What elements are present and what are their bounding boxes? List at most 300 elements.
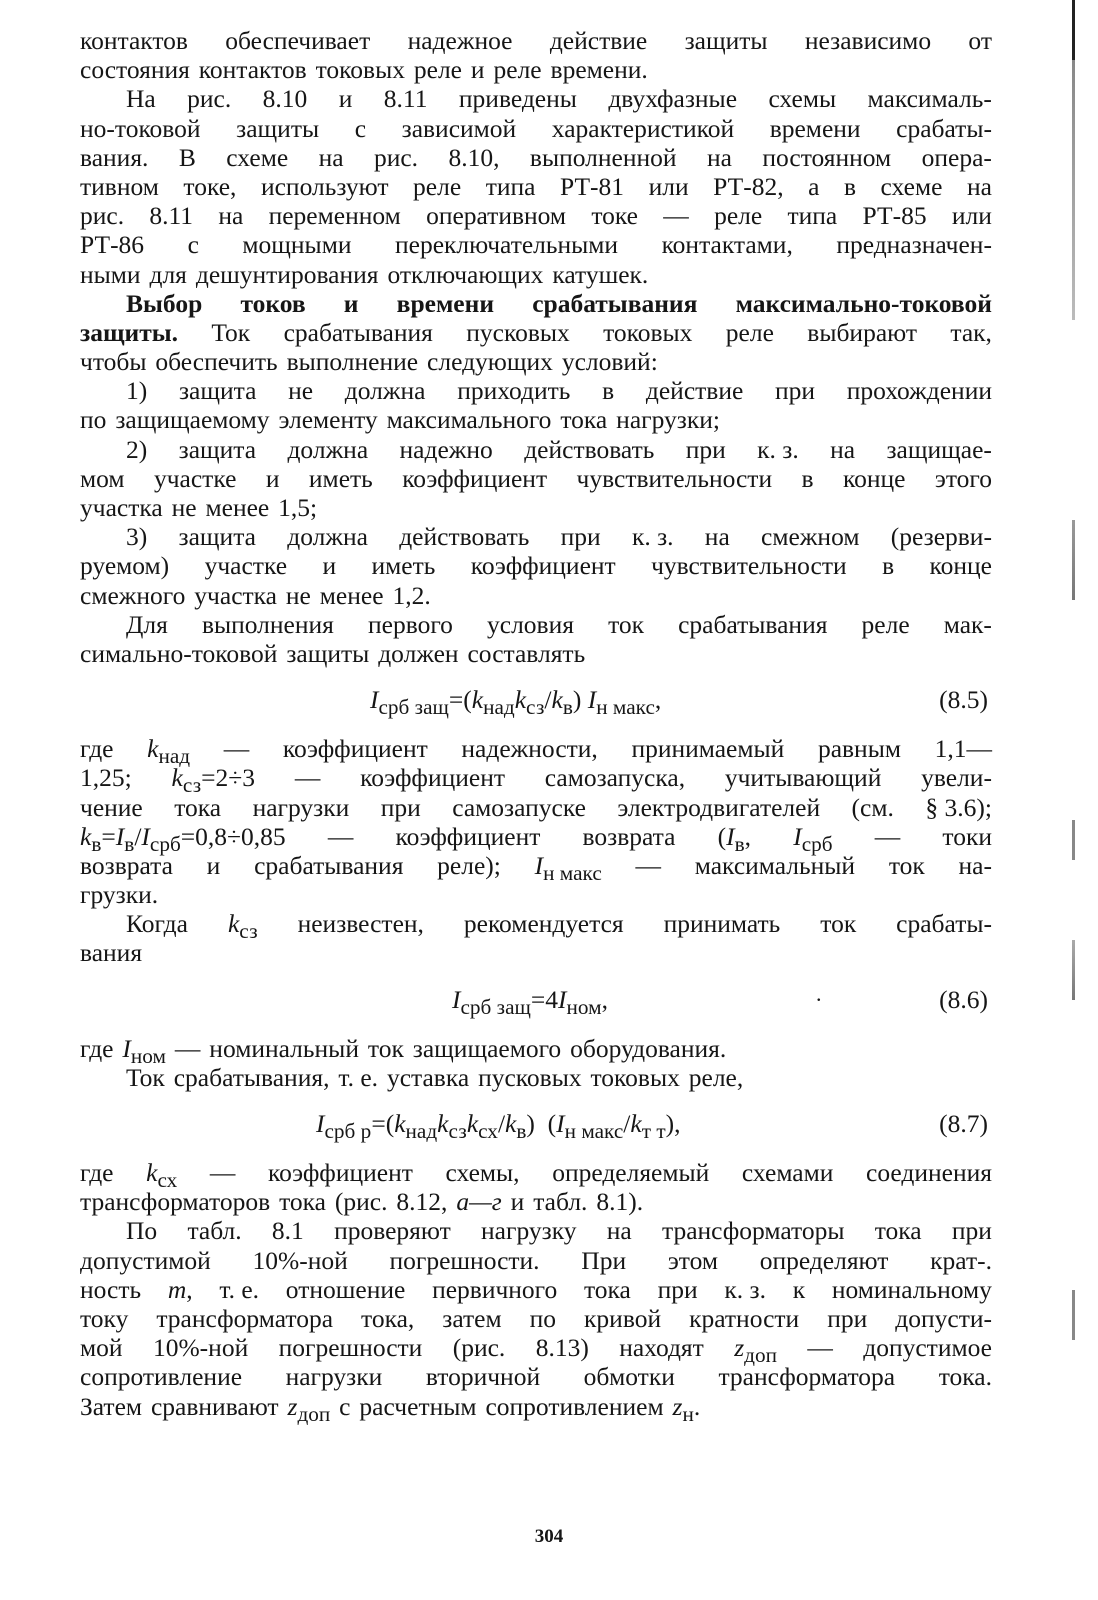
- word: реле);: [437, 850, 501, 880]
- word: мак-: [943, 609, 992, 639]
- word: электродвигателей: [617, 792, 821, 822]
- word: 8.1).: [596, 1187, 644, 1217]
- word: на: [318, 142, 344, 172]
- word: допустимой: [80, 1245, 211, 1275]
- text-line: [80, 1246, 992, 1275]
- word: где: [80, 1158, 114, 1187]
- word: рис.: [187, 84, 232, 114]
- word: чувствительности: [576, 463, 773, 493]
- word: конце: [929, 551, 992, 581]
- word: отключающих: [387, 259, 544, 289]
- word: на: [704, 522, 730, 552]
- equation: [80, 680, 992, 720]
- word: и: [322, 551, 337, 581]
- word: при: [951, 1216, 992, 1246]
- text-line: [80, 1187, 992, 1216]
- word: коэффициент: [282, 734, 428, 764]
- word: мощными: [242, 230, 352, 260]
- word: защита: [178, 434, 257, 464]
- word: не: [171, 493, 197, 522]
- word: 1): [126, 376, 148, 406]
- word: обмотки: [583, 1362, 675, 1392]
- word: типа: [787, 201, 838, 231]
- word: находят: [619, 1333, 704, 1363]
- word: рис.: [373, 142, 419, 172]
- word: ными: [80, 259, 141, 289]
- text-line: [80, 1391, 992, 1426]
- word: опера-: [921, 142, 992, 172]
- word: постоянном: [762, 142, 892, 172]
- word: а: [808, 171, 820, 201]
- word: срабатывания,: [173, 1062, 330, 1092]
- word: схемы: [768, 84, 837, 114]
- equation: [80, 1104, 992, 1144]
- word: используют: [260, 171, 389, 201]
- word: 1,25;: [80, 763, 132, 793]
- word: реле,: [688, 1062, 744, 1092]
- equation: [80, 980, 992, 1020]
- word: реле: [725, 317, 774, 347]
- word: неизвестен,: [297, 909, 424, 939]
- word: защищае-: [886, 434, 992, 464]
- word: табл.: [187, 1216, 242, 1246]
- word: проверяют: [334, 1216, 451, 1246]
- word: должна: [287, 522, 368, 552]
- word: нагрузки: [285, 1362, 383, 1392]
- page-text: [80, 26, 992, 1426]
- text-line: [80, 522, 992, 551]
- word: токовых: [590, 1062, 680, 1092]
- word: выбирают: [807, 317, 918, 347]
- word: $I_{срб}$: [793, 821, 833, 856]
- word: крат-.: [930, 1245, 992, 1275]
- word: $k_{сз}$: [227, 909, 258, 944]
- word: защиты: [286, 638, 370, 668]
- word: от: [968, 26, 992, 55]
- word: нагрузку: [481, 1216, 577, 1246]
- word: с: [354, 113, 367, 143]
- word: $k_{сз}=2\div 3$: [171, 763, 256, 798]
- word: обеспечивает: [225, 26, 371, 55]
- word: где: [80, 734, 114, 764]
- word: допустимое: [863, 1333, 992, 1363]
- text-line: [80, 405, 992, 434]
- text-line: [80, 55, 992, 84]
- word: 8.1: [271, 1216, 304, 1246]
- word: должен: [378, 638, 459, 668]
- word: трансформатора: [718, 1362, 896, 1392]
- text-line: [80, 347, 992, 376]
- word: выполненной: [529, 142, 677, 172]
- scan-page-edge: [1072, 0, 1075, 1600]
- word: при: [657, 1274, 698, 1304]
- word: и: [470, 55, 485, 85]
- word: токе,: [183, 171, 237, 201]
- word: ток: [888, 850, 925, 880]
- word: $k_{над}$: [147, 734, 191, 769]
- word: на: [218, 201, 244, 231]
- word: срабатывания: [254, 850, 404, 880]
- word: 2): [126, 434, 148, 464]
- word: в: [801, 463, 814, 493]
- print-speck: .: [816, 980, 822, 1006]
- word: защиты.: [80, 317, 179, 347]
- word: РТ-81: [559, 171, 625, 201]
- word: переключательными: [394, 230, 619, 260]
- word: приходить: [457, 376, 571, 406]
- text-line: [80, 260, 992, 289]
- word: погрешности: [278, 1333, 423, 1363]
- word: участка: [80, 493, 163, 522]
- word: реле: [413, 171, 462, 201]
- word: или: [648, 171, 689, 201]
- page-number: 304: [534, 1526, 564, 1547]
- word: схемы,: [445, 1158, 520, 1187]
- word: где: [80, 1033, 114, 1063]
- word: не: [285, 580, 311, 610]
- word: по: [80, 405, 107, 435]
- word: так,: [950, 317, 992, 347]
- word: возврата: [582, 821, 676, 851]
- word: на: [606, 1216, 632, 1246]
- word: приведены: [458, 84, 577, 114]
- word: —: [223, 734, 250, 764]
- word: к: [792, 1274, 806, 1304]
- word: 1,1—: [934, 734, 992, 764]
- word: тока: [874, 1216, 922, 1246]
- word: и: [343, 288, 359, 318]
- word: нагрузки: [252, 792, 350, 822]
- word: кривой: [584, 1303, 662, 1333]
- word: условий:: [561, 347, 658, 377]
- word: 10%-ной: [252, 1245, 348, 1275]
- word: по: [529, 1303, 557, 1333]
- word: обеспечить: [155, 347, 278, 377]
- word: на: [830, 434, 856, 464]
- word: Когда: [126, 909, 188, 939]
- word: времени.: [550, 55, 648, 85]
- word: 8.11: [149, 201, 194, 231]
- word: тивном: [80, 171, 159, 201]
- word: контактов: [198, 55, 307, 85]
- word: не: [288, 376, 314, 406]
- word: —: [209, 1158, 236, 1187]
- word: 8.10: [262, 84, 308, 114]
- word: (рис.: [334, 1187, 388, 1217]
- text-line: [80, 880, 992, 909]
- text-line: [80, 734, 992, 769]
- word: сравнивают: [150, 1391, 279, 1421]
- word: сопротивлением: [485, 1391, 664, 1421]
- word: коэффициент: [267, 1158, 413, 1187]
- word: и: [265, 463, 280, 493]
- word: В: [178, 142, 196, 172]
- word: уставка: [386, 1062, 470, 1092]
- word: контактов: [80, 26, 188, 55]
- word: при: [560, 522, 601, 552]
- word: увели-: [921, 763, 992, 793]
- word: 3): [126, 522, 148, 552]
- word: Выбор: [126, 288, 203, 318]
- word: срабатывания: [283, 317, 433, 347]
- word: действие: [645, 376, 744, 406]
- word: в: [882, 551, 895, 581]
- word: при: [827, 1303, 868, 1333]
- word: рекомендуется: [463, 909, 624, 939]
- word: участке: [204, 551, 288, 581]
- word: —: [327, 821, 354, 851]
- word: самозапуска,: [544, 763, 686, 793]
- word: расчетным: [359, 1391, 477, 1421]
- word: двухфазные: [608, 84, 738, 114]
- word: 10%-ной: [152, 1333, 249, 1363]
- word: с: [187, 230, 199, 260]
- word: при: [380, 792, 421, 822]
- word: (см.: [851, 792, 894, 822]
- text-line: [80, 909, 992, 944]
- word: Ток: [126, 1062, 165, 1092]
- text-line: [80, 230, 992, 259]
- word: типа: [485, 171, 536, 201]
- word: чение: [80, 792, 143, 822]
- word: и: [206, 850, 221, 880]
- word: защита: [178, 376, 257, 406]
- word: т. е.: [338, 1062, 379, 1092]
- word: смежного: [80, 580, 186, 610]
- word: иметь: [308, 463, 373, 493]
- word: погрешности.: [389, 1245, 540, 1275]
- word: ток: [820, 909, 857, 939]
- word: на: [966, 171, 992, 201]
- word: первого: [368, 609, 453, 639]
- word: времени: [769, 113, 861, 143]
- text-line: [80, 464, 992, 493]
- word: срабаты-: [896, 113, 992, 143]
- word: чувствительности: [651, 551, 847, 581]
- word: $z_{доп}$: [287, 1391, 331, 1426]
- word: тока: [560, 405, 608, 435]
- word: самозапуске: [452, 792, 586, 822]
- word: РТ-85: [862, 201, 927, 231]
- word: трансформаторы: [661, 1216, 845, 1246]
- text-line: [80, 763, 992, 798]
- text-line: [80, 639, 992, 668]
- word: максимального: [386, 405, 552, 435]
- text-line: [80, 551, 992, 580]
- word: к. з.: [757, 434, 799, 464]
- word: $I_{ном}$: [122, 1033, 166, 1068]
- word: затем: [442, 1303, 502, 1333]
- word: контактами,: [661, 230, 793, 260]
- text-line: [80, 318, 992, 347]
- word: табл.: [533, 1187, 588, 1217]
- word: коэффициент: [395, 821, 541, 851]
- word: к. з.: [724, 1274, 766, 1304]
- word: равным: [817, 734, 901, 764]
- word: максималь-: [867, 84, 992, 114]
- text-line: [80, 1158, 992, 1193]
- equation-number: (8.7): [939, 1109, 988, 1138]
- word: трансформаторов: [80, 1187, 271, 1217]
- text-line: [80, 1063, 992, 1092]
- word: катушек.: [552, 259, 649, 289]
- word: переменном: [268, 201, 401, 231]
- word: мом: [80, 463, 125, 493]
- word: токов: [240, 288, 306, 318]
- word: к. з.: [631, 522, 674, 552]
- word: тока,: [361, 1303, 415, 1333]
- word: зависимой: [401, 113, 517, 143]
- word: максимальный: [694, 850, 856, 880]
- word: —: [663, 201, 689, 231]
- word: § 3.6);: [925, 792, 992, 822]
- word: $k_{сх}$: [146, 1158, 178, 1193]
- word: вторичной: [425, 1362, 541, 1392]
- text-line: [80, 1333, 992, 1368]
- word: учитывающий: [724, 763, 882, 793]
- word: пусковых: [466, 317, 570, 347]
- word: —: [874, 821, 901, 851]
- text-line: [80, 610, 992, 639]
- word: отношение: [285, 1274, 406, 1304]
- text-line: [80, 84, 992, 113]
- word: или: [951, 201, 992, 231]
- text-line: [80, 172, 992, 201]
- word: прохождении: [846, 376, 992, 406]
- word: Затем: [80, 1391, 143, 1421]
- word: m,: [167, 1274, 193, 1304]
- word: тока: [584, 1274, 631, 1304]
- word: 1,5;: [278, 493, 318, 522]
- text-line: [80, 581, 992, 610]
- word: реле: [714, 201, 763, 231]
- word: 8.10,: [448, 142, 500, 172]
- word: в: [843, 171, 857, 201]
- word: этого: [934, 463, 992, 493]
- word: ность: [80, 1274, 142, 1304]
- word: схемами: [741, 1158, 834, 1187]
- word: вания: [80, 938, 143, 968]
- word: номинальный: [209, 1033, 359, 1063]
- text-line: [80, 114, 992, 143]
- word: $I_{н макс}$: [534, 850, 602, 885]
- text-line: [80, 850, 992, 885]
- text-line: [80, 493, 992, 522]
- word: пусковых: [478, 1062, 582, 1092]
- word: РТ-82,: [713, 171, 784, 201]
- word: (рис.: [452, 1333, 506, 1363]
- word: 8.13): [535, 1333, 589, 1363]
- word: коэффициент: [470, 551, 616, 581]
- word: мой: [80, 1333, 123, 1363]
- word: симально-токовой: [80, 638, 278, 668]
- text-line: [80, 793, 992, 822]
- word: коэффициент: [402, 463, 548, 493]
- word: защищаемому: [115, 405, 270, 435]
- word: $z_{доп}$: [734, 1333, 777, 1368]
- text-line: [80, 143, 992, 172]
- word: времени: [396, 288, 495, 318]
- equation-number: (8.5): [939, 685, 988, 715]
- text-line: [80, 1362, 992, 1391]
- word: допусти-: [895, 1303, 992, 1333]
- word: первичного: [432, 1274, 558, 1304]
- word: схеме: [226, 142, 289, 172]
- word: соединения: [866, 1158, 992, 1187]
- word: срабатывания: [532, 288, 698, 318]
- word: При: [581, 1245, 627, 1275]
- word: кратности: [689, 1303, 800, 1333]
- word: характеристикой: [551, 113, 735, 143]
- word: условия: [487, 609, 574, 639]
- word: этом: [667, 1245, 718, 1275]
- word: надежное: [407, 26, 513, 55]
- word: Для: [126, 609, 168, 639]
- word: действовать: [524, 434, 655, 464]
- word: для: [149, 259, 187, 289]
- word: срабатывания: [678, 609, 828, 639]
- word: защиты: [684, 26, 768, 55]
- word: возврата: [80, 850, 173, 880]
- word: На: [126, 84, 156, 114]
- word: 8.12,: [396, 1187, 448, 1217]
- text-line: [80, 938, 992, 967]
- word: принимать: [663, 909, 781, 939]
- word: т. е.: [219, 1274, 260, 1304]
- word: и: [510, 1187, 525, 1217]
- word: надежно: [399, 434, 493, 464]
- word: ток: [608, 609, 645, 639]
- word: вания.: [80, 142, 149, 172]
- word: нагрузки;: [616, 405, 720, 435]
- text-line: [80, 376, 992, 405]
- word: Ток: [211, 317, 251, 347]
- word: с: [339, 1391, 351, 1421]
- word: 1,2.: [392, 580, 431, 610]
- word: коэффициент: [360, 763, 505, 793]
- word: должна: [344, 376, 426, 406]
- word: токе: [591, 201, 638, 231]
- word: выполнения: [201, 609, 334, 639]
- word: номинальному: [831, 1274, 992, 1304]
- word: $z_н$.: [672, 1391, 701, 1426]
- word: $k_в=I_в/I_{срб}=0,8\div 0,85$: [80, 821, 286, 856]
- word: ток: [367, 1033, 404, 1063]
- text-line: [80, 435, 992, 464]
- word: 8.11: [383, 84, 428, 114]
- text-line: [80, 1033, 992, 1068]
- text-line: [80, 289, 992, 318]
- word: токовых: [603, 317, 693, 347]
- word: защиты: [236, 113, 320, 143]
- equation-expression: $I_{срб защ}=4I_{ном}$,: [452, 984, 608, 1019]
- text-line: [80, 1304, 992, 1333]
- word: при: [774, 376, 816, 406]
- word: состояния: [80, 55, 190, 85]
- word: оборудования.: [570, 1033, 727, 1063]
- word: и: [338, 84, 353, 114]
- word: тока.: [938, 1362, 992, 1392]
- equation-number: (8.6): [939, 984, 988, 1014]
- word: определяют: [759, 1245, 889, 1275]
- text-line: [80, 201, 992, 230]
- word: реле: [493, 55, 542, 85]
- word: предназначен-: [836, 230, 992, 260]
- word: принимаемый: [631, 734, 785, 764]
- word: току: [80, 1303, 129, 1333]
- word: в: [602, 376, 615, 406]
- word: менее: [205, 493, 270, 522]
